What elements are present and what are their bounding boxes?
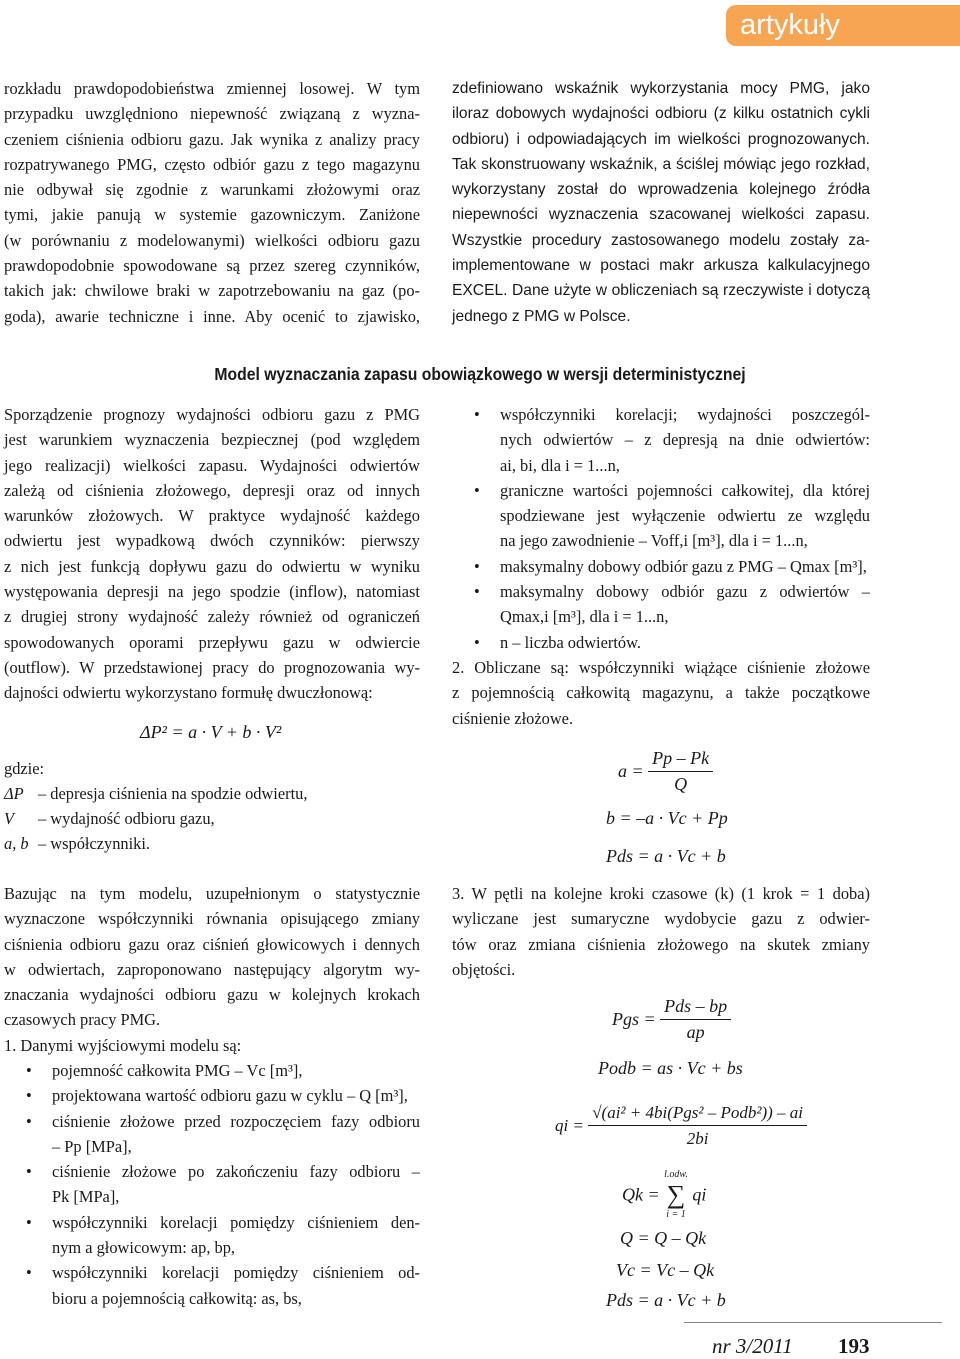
text-line: znaczania wydajności odbioru gazu w kolejnych krokach [4, 985, 420, 1005]
step-1-bullets [26, 1058, 420, 1311]
formula-a [618, 746, 713, 797]
text-line: (outflow). W przedstawionej pracy do prognozowania wy- [4, 657, 420, 677]
text-line: przypadku uwzględniono niepewność związaną z wyzna- [4, 104, 420, 124]
bullet-item [26, 1083, 420, 1108]
text-line: Sporządzenie prognozy wydajności odbioru gazu z PMG [4, 405, 420, 424]
formula-a-numerator: Pp – Pk [648, 746, 713, 772]
formula-podb: Podb = as · Vc + bs [598, 1058, 743, 1078]
step-2-paragraph [452, 655, 870, 731]
bullet-item [26, 1260, 420, 1311]
formula-qi [555, 1100, 807, 1151]
formula-pgs [612, 994, 731, 1045]
right-bullets [474, 402, 870, 655]
text-line: takich jak: chwilowe braki w zapotrzebowaniu na gaz (po- [4, 281, 420, 301]
text-line: Bazując na tym modelu, uzupełnionym o statystycznie [4, 884, 420, 903]
text-line: ciśnienia odbioru gazu oraz ciśnień głowicowych i dennych [4, 934, 420, 954]
formula-qk-sum [664, 1168, 688, 1222]
text-line: wykorzystany został do wprowadzenia kolejnego źródła [452, 181, 870, 199]
gdzie-label: gdzie: [4, 759, 45, 778]
text-line: dajności odwiertu wykorzystano formułę dwuczłonową: [4, 683, 373, 703]
formula-qk-rhs: qi [692, 1184, 707, 1205]
bullet-icon: • [26, 1061, 32, 1080]
definition-symbol: ΔP [4, 784, 24, 803]
bullet-item [474, 579, 870, 630]
bullet-item [474, 478, 870, 554]
bullet-icon: • [474, 480, 480, 500]
text-line: zdefiniowano wskaźnik wykorzystania mocy PMG, jako [452, 80, 870, 97]
bullet-line: bioru a pojemnością całkowitą: as, bs, [52, 1288, 302, 1308]
issue-number: nr 3/2011 [712, 1334, 793, 1358]
bullet-icon: • [474, 405, 480, 424]
text-line: (w porównaniu z modelowanymi) wielkości odbioru gazu [4, 230, 420, 250]
bullet-line: nym a głowicowym: ap, bp, [52, 1238, 236, 1258]
definition-text: – współczynniki. [38, 834, 150, 853]
bullet-line: współczynniki korelacji pomiędzy ciśnieniem od- [52, 1263, 420, 1283]
text-line: odbioru) i odpowiadających im wielkości prognozowanych. [452, 130, 870, 148]
text-line: w odwiertach, zaproponowano następujący algorytm wy- [4, 959, 420, 979]
bullet-line: projektowana wartość odbioru gazu w cyklu – Q [m³], [52, 1086, 408, 1106]
bullet-line: ciśnienie złożowe po zakończeniu fazy odbioru – [52, 1162, 420, 1182]
text-line: zależą od ciśnienia złożowego, depresji oraz od innych [4, 480, 420, 500]
definition-text: – depresja ciśnienia na spodzie odwiertu, [38, 784, 308, 803]
text-line: występowania depresji na jego spodzie (inflow), natomiast [4, 582, 420, 602]
text-line: ciśnienie złożowe. [452, 708, 574, 728]
text-line: niepewności wyznaczenia szacowanej wielkości zapasu. [452, 206, 870, 224]
text-line: z pojemnością całkowitą magazynu, a także początkowe [452, 683, 870, 703]
intro-left-paragraph [4, 76, 420, 329]
bullet-item [474, 402, 870, 478]
bullet-item [474, 554, 870, 579]
formula-qi-fraction [588, 1100, 807, 1151]
definition-symbol: V [4, 809, 15, 828]
bullet-item [474, 630, 870, 655]
step-1-label: 1. Danymi wyjściowymi modelu są: [4, 1036, 242, 1055]
bullet-line: maksymalny dobowy odbiór gazu z PMG – Qmax [m³], [500, 556, 867, 576]
bullet-line: ciśnienie złożowe przed rozpoczęciem fazy odbioru [52, 1111, 420, 1131]
text-line: goda), awarie techniczne i inne. Aby ocenić to zjawisko, [4, 306, 420, 326]
text-line: 3. W pętli na kolejne kroki czasowe (k) (1 krok = 1 doba) [452, 884, 870, 903]
text-line: z drugiej strony wydajność zależy również od ograniczeń [4, 607, 420, 627]
text-line: 2. Obliczane są: współczynniki wiążące ciśnienie złożowe [452, 658, 870, 677]
text-line: tymi, jakie panują w systemie gazowniczym. Zaniżone [4, 205, 420, 225]
text-line: jego realizacji) wielkości zapasu. Wydajności odwiertów [4, 455, 420, 475]
left-paragraph-1 [4, 402, 420, 706]
bullet-line: ai, bi, dla i = 1...n, [500, 455, 620, 475]
page-number: 193 [838, 1334, 870, 1358]
formula-b: b = –a · Vc + Pp [606, 808, 728, 828]
text-line: iloraz dobowych wydajności odbioru (z kilku ostatnich cykli [452, 105, 870, 123]
intro-right-paragraph [452, 76, 870, 329]
text-line: spowodowanych oporami przepływu gazu w odwiercie [4, 632, 420, 652]
bullet-line: graniczne wartości pojemności całkowitej, dla której [500, 480, 870, 500]
formula-qk-sum-top: l.odw. [664, 1169, 688, 1180]
bullet-line: Qmax,i [m³], dla i = 1...n, [500, 607, 669, 627]
bullet-icon: • [26, 1111, 32, 1131]
bullet-line: współczynniki korelacji; wydajności poszczegól- [500, 405, 870, 424]
bullet-icon: • [474, 632, 480, 652]
text-line: rozpatrywanego PMG, często odbiór gazu z tego magazynu [4, 154, 420, 174]
text-line: czeniem ciśnienia odbioru gazu. Jak wynika z analizy pracy [4, 129, 420, 149]
bullet-line: na jego zawodnienie – Voff,i [m³], dla i = 1...n, [500, 531, 808, 551]
bullet-line: nych odwiertów – z depresją na dnie odwiertów: [500, 430, 870, 450]
step-3-paragraph [452, 881, 870, 982]
bullet-item [26, 1058, 420, 1083]
formula-vc: Vc = Vc – Qk [616, 1260, 715, 1280]
definition-symbol: a, b [4, 834, 29, 853]
formula-qk-sum-bottom: i = 1 [666, 1209, 686, 1220]
bullet-line: pojemność całkowita PMG – Vc [m³], [52, 1061, 303, 1080]
formula-pgs-lhs: Pgs = [612, 1009, 656, 1029]
bullet-icon: • [26, 1212, 32, 1232]
text-line: prawdopodobnie spowodowane są przez szereg czynników, [4, 256, 420, 276]
formula-qi-numerator: √(ai² + 4bi(Pgs² – Podb²)) – ai [588, 1100, 807, 1126]
formula-qk-lhs: Qk = [622, 1184, 660, 1205]
text-line: jednego z PMG w Polsce. [452, 307, 631, 325]
formula-qk [622, 1168, 706, 1222]
formula-main: ΔP² = a · V + b · V² [140, 722, 282, 742]
bullet-icon: • [26, 1086, 32, 1106]
bullet-line: n – liczba odwiertów. [500, 632, 641, 652]
formula-a-denominator: Q [674, 774, 688, 794]
text-line: odwiertu jest wypadkową dwóch czynników: pierwszy [4, 531, 420, 551]
bullet-icon: • [26, 1263, 32, 1283]
sigma-symbol: ∑ [666, 1180, 686, 1209]
bullet-icon: • [474, 556, 480, 576]
bullet-line: spodziewane jest wyłączenie odwiertu ze względu [500, 506, 870, 526]
formula-qi-lhs: qi = [555, 1116, 584, 1135]
bullet-item [26, 1159, 420, 1210]
text-line: wyliczane jest sumaryczne wydobycie gazu z odwier- [452, 909, 870, 929]
text-line: implementowane w postaci makr arkusza kalkulacyjnego [452, 257, 870, 275]
formula-pds-2: Pds = a · Vc + b [606, 1290, 726, 1310]
text-line: Wszystkie procedury zastosowanego modelu zostały za- [452, 231, 870, 249]
bullet-line: maksymalny dobowy odbiór gazu z odwiertów – [500, 582, 870, 602]
text-line: jest warunkiem wyznaczenia bezpiecznej (pod względem [4, 430, 420, 450]
formula-q: Q = Q – Qk [620, 1228, 707, 1248]
bullet-line: Pk [MPa], [52, 1187, 120, 1207]
formula-qi-denominator: 2bi [686, 1129, 709, 1148]
formula-pgs-denominator: ap [686, 1022, 705, 1042]
formula-pds: Pds = a · Vc + b [606, 846, 726, 866]
text-line: wyznaczone współczynniki równania opisującego zmiany [4, 909, 420, 929]
formula-a-lhs: a = [618, 761, 644, 781]
bullet-item [26, 1210, 420, 1261]
left-paragraph-2 [4, 881, 420, 1033]
formula-a-fraction [648, 746, 713, 797]
text-line: czasowych pracy PMG. [4, 1010, 161, 1030]
text-line: rozkładu prawdopodobieństwa zmiennej losowej. W tym [4, 79, 420, 98]
footer-rule [684, 1322, 942, 1323]
bullet-item [26, 1109, 420, 1160]
text-line: z nich jest funkcją dopływu gazu do odwiertu w wyniku [4, 556, 420, 576]
definition-text: – wydajność odbioru gazu, [38, 809, 215, 828]
text-line: objętości. [452, 959, 516, 979]
section-tag: artykuły [726, 5, 960, 46]
text-line: warunków złożowych. W praktyce wydajność każdego [4, 506, 420, 526]
bullet-icon: • [26, 1162, 32, 1182]
text-line: nie odbywał się zgodnie z warunkami złożowymi oraz [4, 180, 420, 200]
formula-pgs-fraction [660, 994, 731, 1045]
section-title: Model wyznaczania zapasu obowiązkowego w wersji deterministycznej [214, 364, 746, 384]
bullet-line: współczynniki korelacji pomiędzy ciśnieniem den- [52, 1212, 420, 1232]
formula-pgs-numerator: Pds – bp [660, 994, 731, 1020]
text-line: tów oraz zmiana ciśnienia złożowego na skutek zmiany [452, 934, 870, 954]
bullet-line: – Pp [MPa], [52, 1136, 132, 1156]
text-line: Tak skonstruowany wskaźnik, a ściślej mówiąc jego rozkład, [452, 155, 870, 173]
bullet-icon: • [474, 582, 480, 602]
text-line: EXCEL. Dane użyte w obliczeniach są rzeczywiste i dotyczą [452, 282, 870, 300]
